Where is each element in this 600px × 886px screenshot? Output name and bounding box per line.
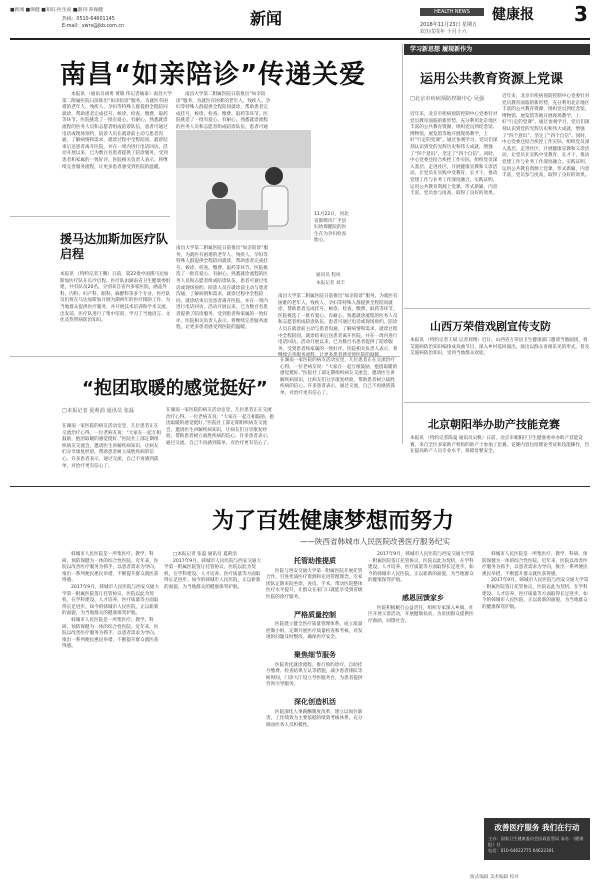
issue-date: 2018年11月23日 星期五 [420, 22, 478, 28]
section-heading: 感恩回馈家乡 [402, 593, 444, 602]
section-heading: 托管助推提质 [294, 557, 336, 565]
hotline: 热线：0510-64601145 [62, 17, 115, 22]
feature-intro: 韩城市人民医院是一所集医疗、教学、科研、预防保健为一体的综合性医院。近年来，医院以改善医疗服务为抓手，以患者需求为导向，推出一系列便民惠民举措，不断提升群众就医获得感。 [62, 552, 159, 584]
section-body: 医院建立健全医疗质量管理体系，成立质量控制小组，定期开展医疗质量检查和考核，对发现的问题及时整改，确保医疗安全。 [266, 622, 363, 641]
feature-col2 [164, 552, 262, 870]
email: E-mail：xwrs@jkb.com.cn [62, 24, 124, 29]
divider [10, 216, 170, 217]
doctor-photo-illustration [176, 130, 311, 240]
feature-body-col2: 2017年9月，韩城市人民医院与西安交通大学第一附属医院签订托管协议，医院以此为契机，在学科建设、人才培养、医疗质量等方面取得长足进步。如今的韩城市人民医院，正以崭新的面貌，为当地群众的健康保驾护航。 [164, 558, 262, 590]
feature-col1 [62, 552, 160, 870]
caption-credit-2: 本报记者 刘丰 [316, 281, 346, 286]
lunar-date: 农历戊戌年 十月十六 [420, 29, 467, 35]
shanxi-headline: 山西万荣借戏剧宣传支防 [430, 320, 551, 333]
feature-body-col5: 2017年9月，韩城市人民医院与西安交通大学第一附属医院签订托管协议，医院以此为契机，在学科建设、人才培养、医疗质量等方面取得长足进步。如今的韩城市人民医院，正以崭新的面貌，为当地群众的健康保驾护航。 [482, 578, 589, 610]
feature-rule [10, 486, 590, 487]
section-heading: 严格质量控制 [294, 610, 336, 619]
page-number: 3 [574, 2, 588, 26]
divider [10, 356, 400, 357]
section-body: 医院优化就诊流程，推行预约诊疗、自助挂号缴费、检查结果互认等措施，减少患者排队等候时间，门诊大厅设立导医服务台，为患者提供咨询引导服务。 [266, 662, 363, 688]
main-body: 南昌大学第二附属医院日前推出“如亲陪诊”服务，为就医有困难的老年人、残疾人、孕妇等特殊人群提供全程陪同就诊，帮助患者完成挂号、候诊、检查、缴费、取药等环节。医院挑选了一批有爱心、有耐心、熟悉就诊流程的医务人员和志愿者组成陪诊队伍，患者可通过电话或现场预约。陪诊人员在就诊前主动与患者沟通，了解病情和需求，就诊过程中全程陪同，就诊结束后送患者离开医院，并在一周内进行电话回访。活动开展以来，已为数百名患者提供了陪诊服务，受到患者和家属的一致好评。医院相关负责人表示，将继续完善服务流程，让更多患者感受到医院的温暖。 [62, 92, 172, 170]
section-body: 医院与西安交通大学第一附属医院开展托管合作，引进优质医疗资源和先进管理理念，专家团队定期来院坐诊、查房、手术，带动医院整体医疗水平提升，让群众在家门口就能享受到省级医院的诊疗服务。 [266, 568, 363, 600]
feeling-body-col3: 在湖南一家医院的病友活动室里，几位患者正在交流治疗心得。一位老病友说：“大家在一起互相鼓励，抱团取暖的感觉挺好。”医院社工部定期组织病友交流会，邀请医生讲解疾病知识，让病友们分享康复经验，帮助患者树立战胜疾病的信心。许多患者表示，通过交流，自己不再感到孤单，对治疗更有信心了。 [280, 358, 398, 396]
feeling-body-col1: 在湖南一家医院的病友活动室里，几位患者正在交流治疗心得。一位老病友说：“大家在一起互相鼓励，抱团取暖的感觉挺好。”医院社工部定期组织病友交流会，邀请医生讲解疾病知识，让病友们分享康复经验，帮助患者树立战胜疾病的信心。许多患者表示，通过交流，自己不再感到孤单，对治疗更有信心了。 [62, 424, 161, 469]
feeling-body-col2: 在湖南一家医院的病友活动室里，几位患者正在交流治疗心得。一位老病友说：“大家在一起互相鼓励，抱团取暖的感觉挺好。”医院社工部定期组织病友交流会，邀请医生讲解疾病知识，让病友们分享康复经验，帮助患者树立战胜疾病的信心。许多患者表示，通过交流，自己不再感到孤单，对治疗更有信心了。 [166, 408, 275, 446]
ad-line1: 主办：国家卫生健康委员会医政医管局 承办：《健康报》社 [488, 836, 584, 847]
study-byline: □北京市疾病预防控制中心 吴强 [410, 96, 484, 102]
paper-name: 健康报 [492, 7, 534, 23]
nav-links: ■新闻 ■保健 ■知识·医生说 ■副刊·养保健 [10, 8, 103, 13]
main-body-cont: 南昌大学第二附属医院日前推出“如亲陪诊”服务，为就医有困难的老年人、残疾人、孕妇等特殊人群提供全程陪同就诊，帮助患者完成挂号、候诊、检查、缴费、取药等环节。医院挑选了一批有爱心、有耐心、熟悉就诊流程的医务人员和志愿者组成陪诊队伍，患者可通 [176, 92, 271, 130]
feature-intro-repeat: 韩城市人民医院是一所集医疗、教学、科研、预防保健为一体的综合性医院。近年来，医院以改善医疗服务为抓手，以患者需求为导向，推出一系列便民惠民举措，不断提升群众就医获得感。 [62, 617, 159, 650]
feature-col3 [266, 552, 364, 870]
main-byline: 本报讯 （通讯员胡勇 黄敏 伟记者喻泰） [71, 92, 154, 97]
section-body: 医院积极履行公益责任，组织专家深入乡镇、社区开展义诊活动，开展健康扶贫，为贫困群众提供医疗救助，回馈社会。 [368, 605, 474, 624]
feature-col4 [368, 552, 478, 870]
divider [402, 44, 403, 444]
feeling-headline: “抱团取暖的感觉挺好” [82, 378, 268, 399]
feature-intro-col5: 韩城市人民医院是一所集医疗、教学、科研、预防保健为一体的综合性医院。近年来，医院以改善医疗服务为抓手，以患者需求为导向，推出一系列便民惠民举措，不断提升群众就医获得感。 [482, 552, 588, 577]
aid-headline: 援马达加斯加医疗队启程 [60, 232, 169, 261]
main-headline: 南昌“如亲陪诊”传递关爱 [60, 60, 367, 90]
ad-box [484, 818, 590, 860]
section-title: 新闻 [250, 9, 283, 28]
feature-body: 2017年9月，韩城市人民医院与西安交通大学第一附属医院签订托管协议，医院以此为契机，在学科建设、人才培养、医疗质量等方面取得长足进步。如今的韩城市人民医院，正以崭新的面貌，为当地群众的健康保驾护航。 [62, 584, 160, 617]
feature-body-col4: 2017年9月，韩城市人民医院与西安交通大学第一附属医院签订托管协议，医院以此为契机，在学科建设、人才培养、医疗质量等方面取得长足进步。如今的韩城市人民医院，正以崭新的面貌，为当地群众的健康保驾护航。 [368, 552, 475, 584]
study-headline: 运用公共教育资源上党课 [420, 72, 564, 87]
aid-story-body: 本报讯 （特约记者王瓣）日前，第22批中国援马达加斯加医疗队在长沙启程。医疗队由湖南省卫生健康委组建，共有队员20名，分别来自省内多家医院，涵盖外科、内科、妇产科、眼科、麻醉科等多个专业。医疗队员们将在马达加斯加开展为期两年的医疗援助工作，为当地群众提供医疗服务，并开展技术培训和学术交流。出发前，医疗队进行了集中培训，学习了当地语言、文化及热带病防治知识。 [60, 272, 171, 324]
caption-credit-1: 通讯员 程凤 [316, 273, 341, 278]
ad-title: 改善医疗服务 我们在行动 [494, 823, 580, 832]
section-heading: 深化创造机活 [294, 697, 336, 706]
main-body-col3: 南昌大学第二附属医院日前推出“如亲陪诊”服务，为就医有困难的老年人、残疾人、孕妇等特殊人群提供全程陪同就诊，帮助患者完成挂号、候诊、检查、缴费、取药等环节。医院挑选了一批有爱心、有耐心、熟悉就诊流程的医务人员和志愿者组成陪诊队伍，患者可通过电话或现场预约。陪诊人员在就诊前主动与患者沟通，了解病情和需求，就诊过程中全程陪同，就诊结束后送患者离开医院，并在一周内进行电话回访。活动开展以来，已为数百名患者提供了陪诊服务，受到患者和家属的一致好评。医院相关负责人表示，将继续完善服务流程，让更多患者感受到医院的温暖。 [176, 246, 269, 331]
section-body: 医院深化人事薪酬制度改革，建立以岗位职责、工作绩效为主要依据的绩效考核体系，充分调动医务人员积极性。 [266, 709, 363, 728]
caption-text: 11月22日，河北省邯郸市广平县妇幼保健院的医生在为孕妇检查胎心。 [314, 212, 349, 244]
feature-byline: □本报记者 张磊 通讯员 夏莉涓 [173, 552, 237, 557]
section-heading: 聚焦细节服务 [294, 650, 336, 659]
study-body-col2: 近年来，北京市疾病预防控制中心党委针对党员教育面临的新形势，充分利用北京地区丰富的公共教育资源，组织党员到纪念馆、博物馆、展览馆等地开展现场教学，上好“行走的党课”。通过参观学习，党员们深刻认识到党的光辉历史和伟大成就，增强了“四个意识”，坚定了“四个自信”。同时，中心党委还结合疾控工作实际，组织党员深入基层、走进社区，开展健康宣教和义诊活动，让党员在实践中受教育、长才干，推动党建工作与业务工作深度融合。实践证明，运用公共教育资源上党课，形式新颖，内容丰富，党员参与度高，取得了良好的效果。 [502, 94, 590, 179]
shanxi-body: 本报讯 （特约记者王斌 记者刘翔）近日，山西省万荣县卫生健康部门邀请当地剧团，将艾滋病防治知识编排成戏曲节目，深入乡村巡回演出。演出以群众喜闻乐见的形式，普及艾滋病防治知识，受到当地群众欢迎。 [410, 338, 590, 357]
study-body-col1: 近年来，北京市疾病预防控制中心党委针对党员教育面临的新形势，充分利用北京地区丰富的公共教育资源，组织党员到纪念馆、博物馆、展览馆等地开展现场教学，上好“行走的党课”。通过参观学习，党员们深刻认识到党的光辉历史和伟大成就，增强了“四个意识”，坚定了“四个自信”。同时，中心党委还结合疾控工作实际，组织党员深入基层、走进社区，开展健康宣教和义诊活动，让党员在实践中受教育、长才干，推动党建工作与业务工作深度融合。实践证明，运用公共教育资源上党课，形式新颖，内容丰富，党员参与度高，取得了良好的效果。 [410, 112, 498, 197]
feature-subtitle: ——陕西省韩城市人民医院改善医疗服务纪实 [300, 537, 450, 546]
main-story-body [62, 92, 172, 196]
divider [404, 402, 590, 403]
feature-col5 [482, 552, 590, 812]
study-header-text: 学习新思想 履现新作为 [410, 46, 473, 53]
main-photo [176, 130, 311, 240]
main-body-col4: 南昌大学第二附属医院日前推出“如亲陪诊”服务，为就医有困难的老年人、残疾人、孕妇等特殊人群提供全程陪同就诊，帮助患者完成挂号、候诊、检查、缴费、取药等环节。医院挑选了一批有爱心、有耐心、熟悉就诊流程的医务人员和志愿者组成陪诊队伍，患者可通过电话或现场预约。陪诊人员在就诊前主动与患者沟通，了解病情和需求，就诊过程中全程陪同，就诊结束后送患者离开医院，并在一周内进行电话回访。活动开展以来，已为数百名患者提供了陪诊服务，受到患者和家属的一致好评。医院相关负责人表示，将 [278, 294, 398, 352]
beijing-headline: 北京朝阳举办助产技能竞赛 [428, 418, 560, 431]
section-en: HEALTH NEWS [420, 8, 484, 16]
masthead [0, 0, 600, 40]
feeling-byline: □本报记者 夏莉涓 通讯员 张磊 [62, 408, 135, 414]
masthead-rule [10, 38, 590, 40]
beijing-body: 本报讯 （特约记者陈曼 通讯员吴帆）日前，北京市朝阳区卫生健康委举办助产技能竞赛，来自全区多家助产机构的助产士参加了比赛。竞赛内容包括理论考试和技能操作，旨在提高助产人员专业水平，保障母婴安全。 [410, 436, 590, 455]
ad-line2: 电话：010-64622775 64622391 [488, 848, 555, 853]
page-footer: 版式编辑 美术编辑 校对 [470, 875, 519, 880]
divider [404, 308, 590, 309]
study-column-header [404, 44, 590, 55]
feature-headline: 为了百姓健康梦想而努力 [212, 509, 455, 534]
